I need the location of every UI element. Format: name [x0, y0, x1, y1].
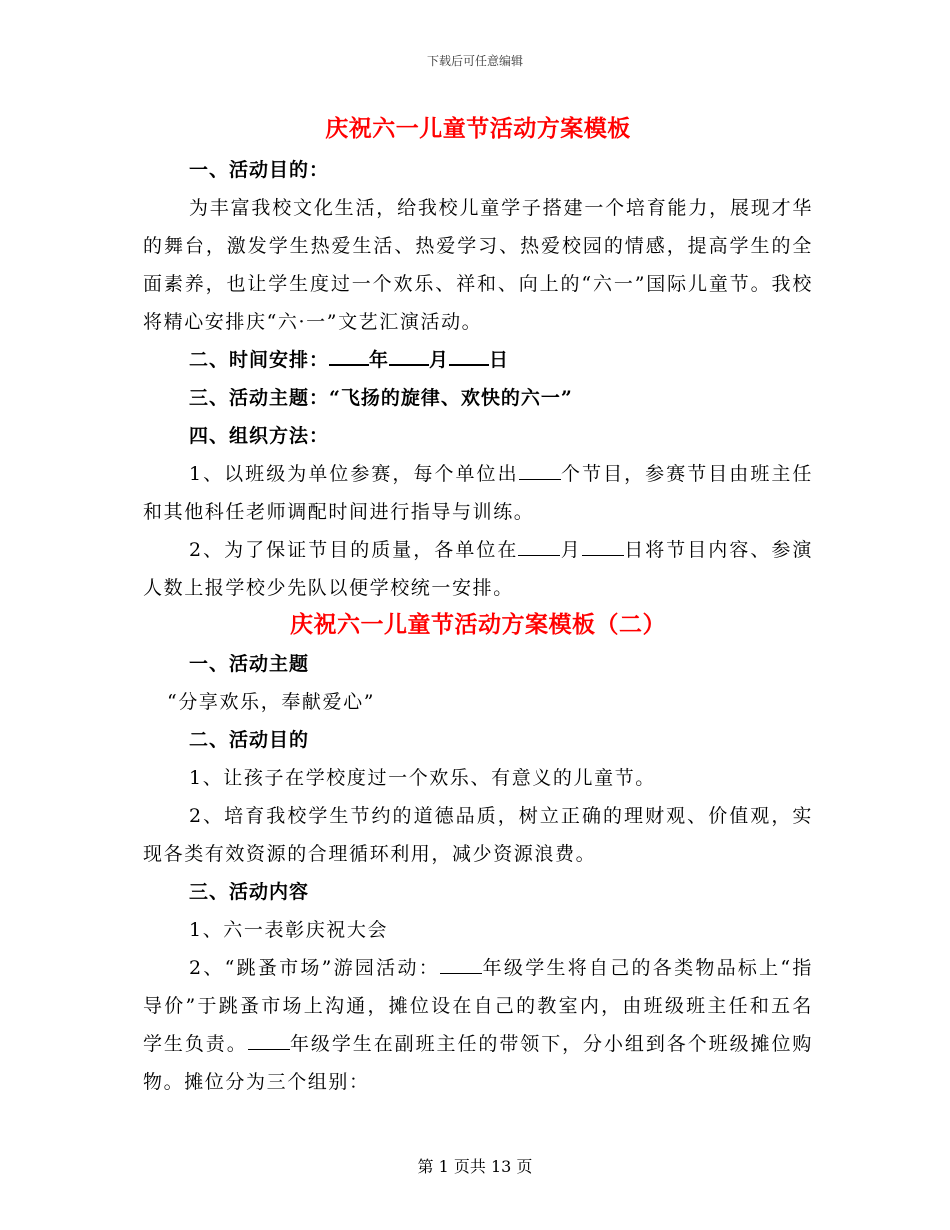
- paragraph-purpose-2-item-2: 2、培育我校学生节约的道德品质，树立正确的理财观、价值观，实现各类有效资源的合理循环利用，减少资源浪费。: [143, 805, 813, 865]
- blank-report-day: [582, 537, 624, 556]
- page-header: 下载后可任意编辑: [426, 54, 523, 68]
- paragraph-organization-item-2: [143, 531, 813, 607]
- schedule-month-label: 月: [429, 349, 450, 371]
- section-heading-purpose: 一、活动目的：: [189, 159, 330, 181]
- org-item-2-text-a: 2、为了保证节目的质量，各单位在: [189, 539, 519, 561]
- section-heading-schedule: [143, 341, 813, 379]
- section-heading-organization: 四、组织方法：: [189, 425, 330, 447]
- org-item-1-text-a: 1、以班级为单位参赛，每个单位出: [189, 463, 519, 485]
- paragraph-content-2-item-1: 1、六一表彰庆祝大会: [189, 919, 389, 941]
- paragraph-theme-2: “分享欢乐，奉献爱心”: [167, 691, 376, 713]
- schedule-day-label: 日: [489, 349, 510, 371]
- blank-day: [449, 346, 489, 366]
- schedule-year-label: 年: [369, 349, 390, 371]
- document-title: 庆祝六一儿童节活动方案模板: [325, 115, 631, 142]
- page-footer: 第 1 页共 13 页: [417, 1157, 533, 1176]
- blank-report-month: [518, 537, 560, 556]
- paragraph-purpose: 为丰富我校文化生活，给我校儿童学子搭建一个培育能力，展现才华的舞台，激发学生热爱生活、热爱学习、热爱校园的情感，提高学生的全面素养，也让学生度过一个欢乐、祥和、向上的“六一”国际儿童节。我校将精心安排庆“六·一”文艺汇演活动。: [143, 197, 813, 333]
- paragraph-purpose-2-item-1: 1、让孩子在学校度过一个欢乐、有意义的儿童节。: [189, 767, 656, 789]
- content-item-2-text-b: 年级学生将自己的各类物品标上“指导价”于跳蚤市场上沟通，摊位设在自己的教室内，由班级班主任和五名学生负责。: [143, 957, 813, 1055]
- section-heading-content-2: 三、活动内容: [189, 881, 310, 903]
- content-item-2-text-a: 2、“跳蚤市场”游园活动：: [189, 957, 440, 979]
- schedule-label: 二、时间安排：: [189, 349, 330, 371]
- org-item-1-text-b: 个节目，参赛节目由班主任和其他科任老师调配时间进行指导与训练。: [143, 463, 813, 523]
- org-item-2-text-c: 日将节目内容、参演人数上报学校少先队以便学校统一安排。: [143, 539, 813, 599]
- paragraph-content-2-item-2: [143, 949, 813, 1101]
- document-title-2: 庆祝六一儿童节活动方案模板（二）: [290, 611, 666, 638]
- blank-program-count: [519, 461, 561, 480]
- content-item-2-text-c: 年级学生在副班主任的带领下，分小组到各个班级摊位购物。摊位分为三个组别：: [143, 1033, 813, 1093]
- section-heading-theme-2: 一、活动主题: [189, 653, 310, 675]
- blank-month: [389, 346, 429, 366]
- section-heading-theme: 三、活动主题：“飞扬的旋律、欢快的六一”: [189, 387, 573, 409]
- document-body: [143, 107, 813, 1101]
- section-heading-purpose-2: 二、活动目的: [189, 729, 310, 751]
- blank-grade-buyers: [248, 1031, 290, 1050]
- paragraph-organization-item-1: [143, 455, 813, 531]
- blank-grade-sellers: [440, 955, 482, 974]
- blank-year: [329, 346, 369, 366]
- org-item-2-month: 月: [560, 539, 582, 561]
